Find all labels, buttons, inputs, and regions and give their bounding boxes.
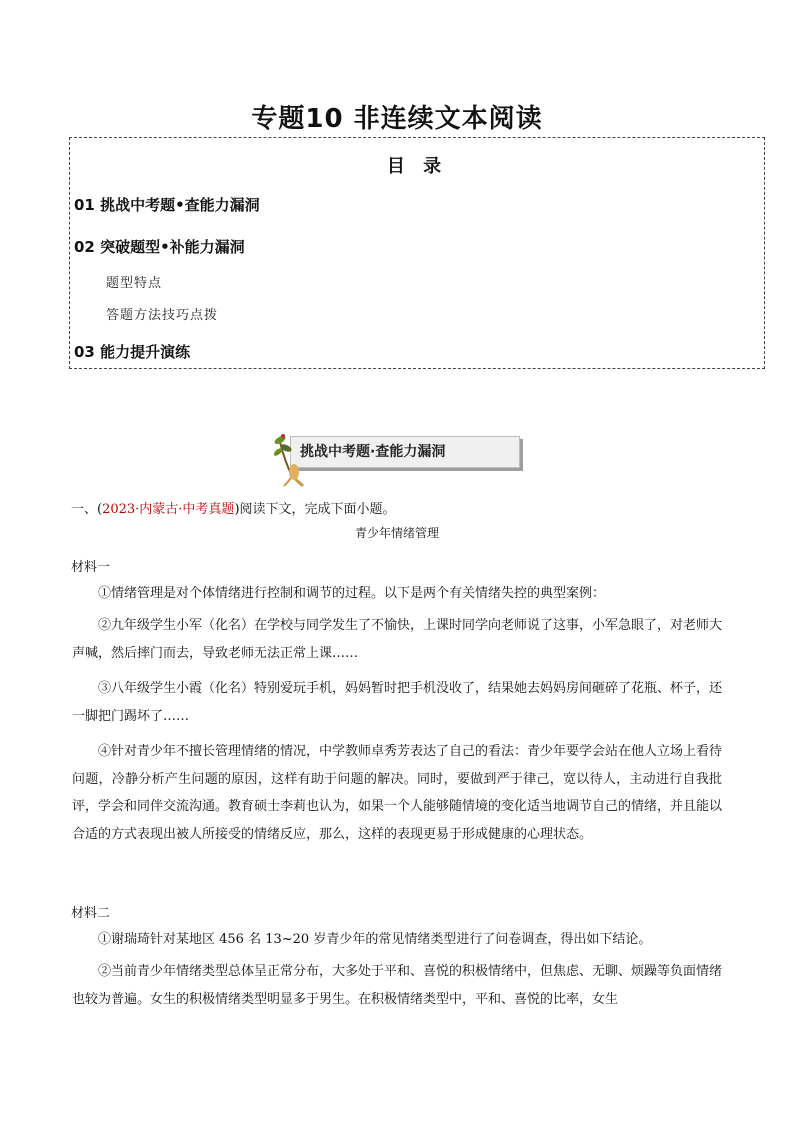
material-1-label: 材料一: [71, 560, 111, 575]
banner-label: 挑战中考题·查能力漏洞: [300, 444, 446, 460]
material-1-paragraph: ①情绪管理是对个体情绪进行控制和调节的过程。以下是两个有关情绪失控的典型案例：: [98, 586, 606, 601]
article-title: 青少年情绪管理: [354, 526, 439, 540]
table-of-contents: [69, 137, 765, 369]
document-title: 专题10 非连续文本阅读: [251, 104, 543, 134]
question-intro: [71, 498, 396, 517]
toc-heading: 目 录: [386, 156, 448, 177]
section-banner: [270, 428, 524, 488]
material-2-label: 材料二: [71, 906, 111, 921]
toc-item-02[interactable]: 02 突破题型•补能力漏洞: [74, 238, 245, 256]
toc-item-01[interactable]: 01 挑战中考题•查能力漏洞: [74, 196, 260, 214]
question-source: 2023·内蒙古·中考真题: [102, 502, 235, 517]
material-1-paragraph: ④针对青少年不擅长管理情绪的情况，中学教师卓秀芳表达了自己的看法：青少年要学会站在他人立场上看待问题，冷静分析产生问题的原因，这样有助于问题的解决。同时，要做到严于律己，宽以待人，主动进行自我批评，学会和同伴交流沟通。教育硕士李莉也认为，如果一个人能够随情境的变化适当地调节自己的情绪，并且能以合适的方式表现出被人所接受的情绪反应，那么，这样的表现更易于形成健康的心理状态。: [72, 744, 723, 842]
toc-subitem-answer-methods[interactable]: 答题方法技巧点拨: [106, 308, 219, 323]
question-prefix: 一、(: [71, 502, 103, 517]
toc-item-03[interactable]: 03 能力提升演练: [74, 343, 191, 361]
toc-subitem-question-features[interactable]: 题型特点: [106, 276, 163, 291]
material-2-paragraph: ②当前青少年情绪类型总体呈正常分布，大多处于平和、喜悦的积极情绪中，但焦虑、无聊、烦躁等负面情绪也较为普遍。女生的积极情绪类型明显多于男生。在积极情绪类型中，平和、喜悦的比率，女生: [72, 964, 723, 1007]
material-1-paragraph: ③八年级学生小霞（化名）特别爱玩手机，妈妈暂时把手机没收了，结果她去妈妈房间砸碎了花瓶、杯子，还一脚把门踢坏了……: [72, 681, 723, 724]
material-1-paragraph: ②九年级学生小军（化名）在学校与同学发生了不愉快，上课时同学向老师说了这事，小军急眼了，对老师大声喊，然后摔门而去，导致老师无法正常上课……: [72, 618, 723, 661]
material-2-paragraph: ①谢瑞琦针对某地区 456 名 13~20 岁青少年的常见情绪类型进行了问卷调查，得出如下结论。: [98, 932, 652, 947]
question-suffix: )阅读下文，完成下面小题。: [234, 502, 396, 517]
